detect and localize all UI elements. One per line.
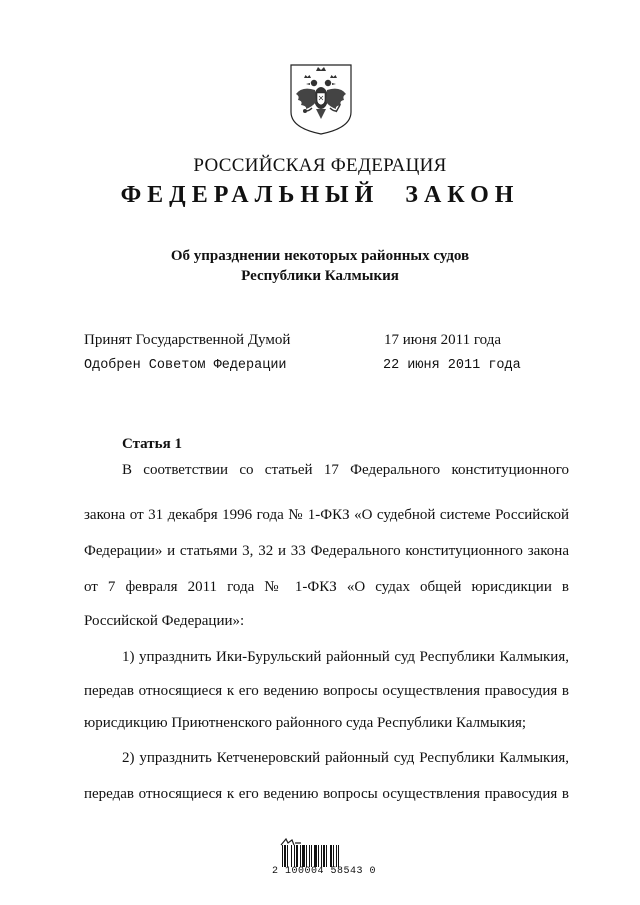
barcode-number: 2 100004 58543 0 [272, 866, 377, 877]
country-name: РОССИЙСКАЯ ФЕДЕРАЦИЯ [193, 155, 447, 176]
body-line: 2) упразднить Кетченеровский районный суд Республики Калмыкия, [122, 750, 569, 766]
body-line: 1) упразднить Ики-Бурульский районный суд Республики Калмыкия, [122, 649, 569, 665]
law-type-heading: ФЕДЕРАЛЬНЫЙ ЗАКОН [120, 182, 520, 208]
body-line: В соответствии со статьей 17 Федерального конституционного [122, 462, 569, 478]
body-line: Федерации» и статьями 3, 32 и 33 Федерального конституционного закона [84, 543, 569, 559]
coat-of-arms-emblem [288, 62, 354, 136]
approval-label: Одобрен Советом Федерации [84, 358, 287, 373]
body-line: передав относящиеся к его ведению вопросы осуществления правосудия в [84, 683, 569, 699]
body-line: закона от 31 декабря 1996 года № 1-ФКЗ «О судебной системе Российской [84, 507, 569, 523]
law-title-line-2: Республики Калмыкия [241, 268, 399, 284]
adoption-label: Принят Государственной Думой [84, 332, 291, 348]
article-heading: Статья 1 [122, 436, 182, 452]
handwritten-mark-icon [279, 834, 303, 844]
adoption-date: 17 июня 2011 года [384, 332, 501, 348]
body-line: от 7 февраля 2011 года № 1-ФКЗ «О судах общей юрисдикции в [84, 579, 569, 595]
law-title-line-1: Об упразднении некоторых районных судов [170, 248, 470, 264]
body-line: юрисдикцию Приютненского районного суда Республики Калмыкия; [84, 715, 527, 731]
body-line: передав относящиеся к его ведению вопросы осуществления правосудия в [84, 786, 569, 802]
approval-date: 22 июня 2011 года [383, 358, 521, 373]
law-title [0, 246, 640, 286]
body-line: Российской Федерации»: [84, 613, 245, 629]
